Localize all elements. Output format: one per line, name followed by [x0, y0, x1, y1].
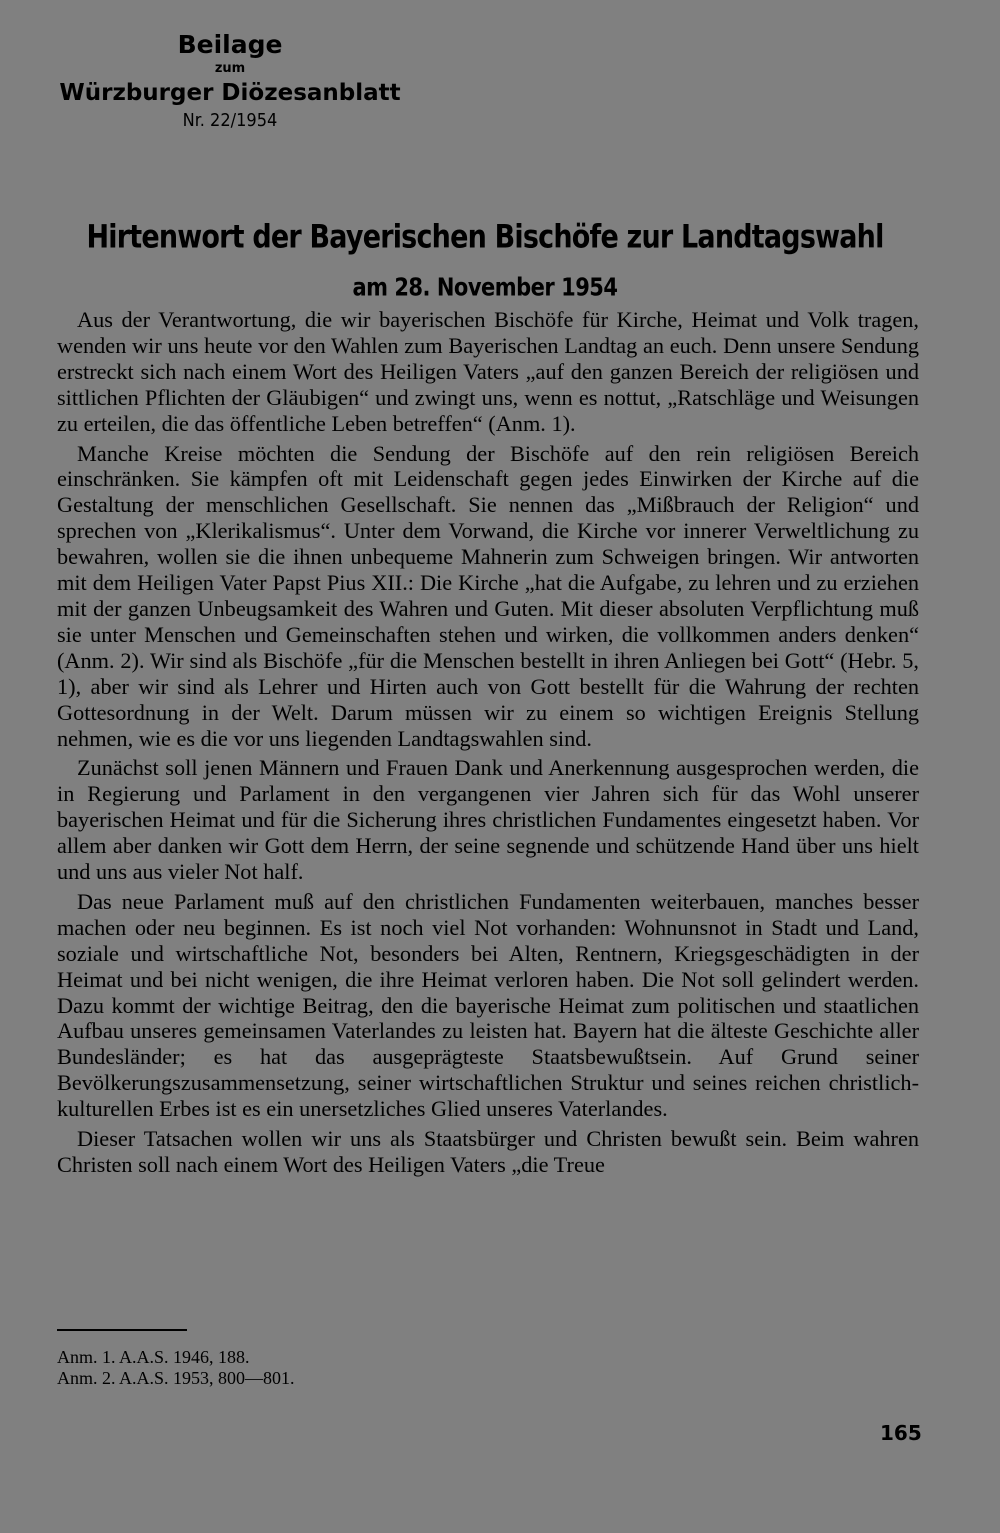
page-number: 165: [880, 1421, 922, 1445]
issue-number: Nr. 22/1954: [182, 110, 278, 131]
footnotes: [57, 1347, 295, 1389]
article-title: Hirtenwort der Bayerischen Bischöfe zur Landtagswahl: [86, 219, 884, 256]
footnote: Anm. 1. A.A.S. 1946, 188.: [57, 1347, 250, 1367]
supplement-title: Beilage: [177, 30, 283, 59]
article-headline: [60, 219, 910, 302]
footnote: Anm. 2. A.A.S. 1953, 800—801.: [57, 1368, 295, 1388]
article-body: [57, 307, 919, 1182]
paragraph: Das neue Parlament muß auf den christlichen Fundamenten weiterbauen, manches besser machen oder neu beginnen. Es ist noch viel Not vorhanden: Wohnunsnot in Stadt und Land, soziale und wirtschaftliche Not, besonders bei Alten, Rentnern, Kriegsgeschädigten in der Heimat und bei nicht wenigen, die ihre Heimat verloren haben. Die Not soll gelindert werden. Dazu kommt der wichtige Beitrag, den die bayerische Heimat zum politischen und staatlichen Aufbau unseres gemeinsamen Vaterlandes zu leisten hat. Bayern hat die älteste Geschichte aller Bundesländer; es hat das ausgeprägteste Staatsbewußtsein. Auf Grund seiner Bevölkerungszusammensetzung, seiner wirtschaftlichen Struktur und seines reichen christlich-kulturellen Erbes ist es ein unersetzliches Glied unseres Vaterlandes.: [57, 888, 919, 1122]
footnote-divider: [57, 1329, 187, 1331]
supplement-header: [40, 32, 420, 130]
paragraph: Zunächst soll jenen Männern und Frauen Dank und Anerkennung ausgesprochen werden, die in Regierung und Parlament in den vergangenen vier Jahren sich für das Wohl unserer bayerischen Heimat und für die Sicherung ihres christlichen Fundamentes eingesetzt haben. Vor allem aber danken wir Gott dem Herrn, der seine segnende und schützende Hand über uns hielt und uns aus vieler Not half.: [57, 755, 919, 885]
supplement-connector: zum: [214, 61, 246, 76]
article-date: am 28. November 1954: [352, 272, 618, 302]
paragraph: Aus der Verantwortung, die wir bayerischen Bischöfe für Kirche, Heimat und Volk tragen, wenden wir uns heute vor den Wahlen zum Bayerischen Landtag an euch. Denn unsere Sendung erstreckt sich nach einem Wort des Heiligen Vaters „auf den ganzen Bereich der religiösen und sittlichen Pflichten der Gläubigen“ und zwingt uns, wenn es nottut, „Ratschläge und Weisungen zu erteilen, die das öffentliche Leben betreffen“ (Anm. 1).: [57, 307, 919, 436]
paragraph: Manche Kreise möchten die Sendung der Bischöfe auf den rein religiösen Bereich einschränken. Sie kämpfen oft mit Leidenschaft gegen jedes Einwirken der Kirche auf die Gestaltung der menschlichen Gesellschaft. Sie nennen das „Mißbrauch der Religion“ und sprechen von „Klerikalismus“. Unter dem Vorwand, die Kirche vor innerer Verweltlichung zu bewahren, wollen sie die ihnen unbequeme Mahnerin zum Schweigen bringen. Wir antworten mit dem Heiligen Vater Papst Pius XII.: Die Kirche „hat die Aufgabe, zu lehren und zu erziehen mit der ganzen Unbeugsamkeit des Wahren und Guten. Mit dieser absoluten Verpflichtung muß sie unter Menschen und Gemeinschaften stehen und wirken, die vollkommen anders denken“ (Anm. 2). Wir sind als Bischöfe „für die Menschen bestellt in ihren Anliegen bei Gott“ (Hebr. 5, 1), aber wir sind als Lehrer und Hirten auch von Gott bestellt für die Wahrung der rechten Gottesordnung in der Welt. Darum müssen wir zu einem so wichtigen Ereignis Stellung nehmen, wie es die vor uns liegenden Landtagswahlen sind.: [57, 440, 919, 751]
publication-name: Würzburger Diözesanblatt: [59, 80, 401, 106]
paragraph: Dieser Tatsachen wollen wir uns als Staatsbürger und Christen bewußt sein. Beim wahren Christen soll nach einem Wort des Heiligen Vaters „die Treue: [57, 1126, 919, 1177]
